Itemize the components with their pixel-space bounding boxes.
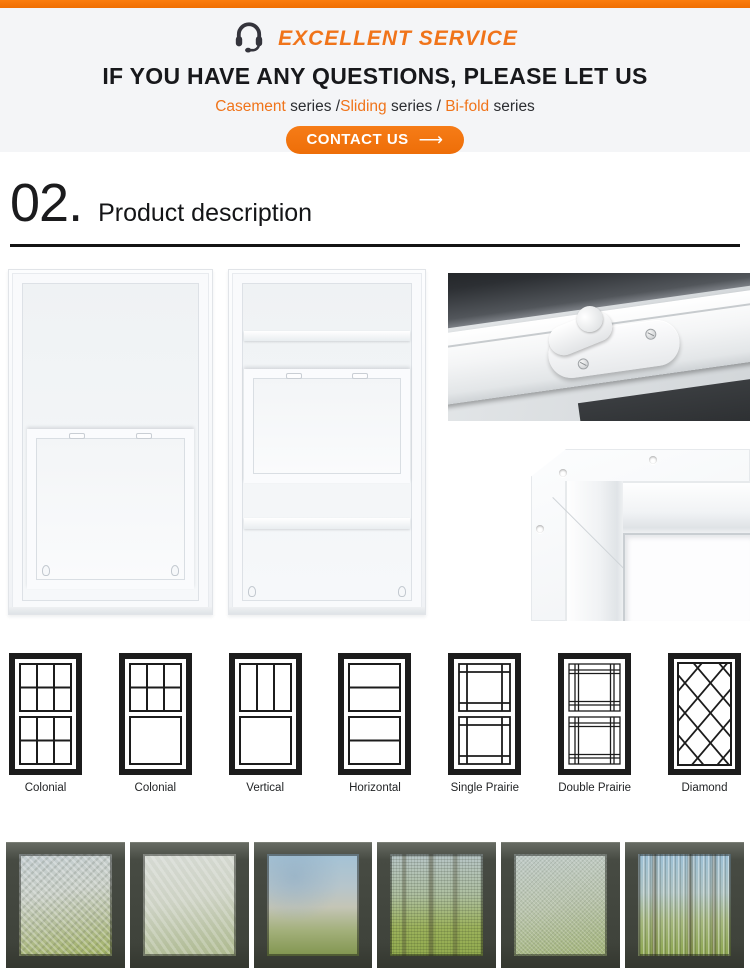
- series-casement: Casement: [215, 98, 286, 115]
- grid-style-label: Double Prairie: [558, 782, 632, 794]
- grid-style-label: Colonial: [24, 782, 67, 794]
- grid-style-horizontal: [338, 653, 411, 794]
- grid-style-label: Single Prairie: [450, 782, 520, 794]
- grid-style-colonial-1: [9, 653, 82, 794]
- sash-lock-handle: [544, 308, 616, 361]
- glass-pane: [267, 854, 360, 956]
- section-heading: [10, 173, 740, 233]
- section-title: Product description: [98, 199, 313, 227]
- grid-style-label: Vertical: [246, 782, 285, 794]
- grid-style-label: Colonial: [134, 782, 177, 794]
- window-lower-sash-raised: [244, 369, 410, 483]
- diamond-grid-icon: [668, 653, 741, 775]
- service-label: EXCELLENT SERVICE: [278, 27, 518, 50]
- glass-sample-blurred: [254, 842, 373, 968]
- contact-us-button[interactable]: [286, 126, 463, 154]
- colonial-top-grid-icon: [119, 653, 192, 775]
- series-sep-3: series: [489, 98, 535, 115]
- screw-hole-icon: [649, 456, 657, 464]
- screw-icon: [577, 358, 589, 370]
- finger-lift-icon: [42, 565, 50, 576]
- grid-style-vertical: [229, 653, 302, 794]
- single-prairie-grid-icon: [448, 653, 521, 775]
- upper-sash-rail: [244, 331, 410, 341]
- glass-sample-frosted: [130, 842, 249, 968]
- section-number: 02.: [10, 173, 83, 233]
- window-bottom-sash: [27, 429, 194, 589]
- photo-window-open: [228, 269, 426, 615]
- glass-pane: [143, 854, 236, 956]
- series-sep-1: series /: [285, 98, 341, 115]
- tilt-latch-icon: [286, 373, 302, 379]
- colonial-grid-icon: [9, 653, 82, 775]
- finger-lift-icon: [398, 586, 406, 597]
- screw-hole-icon: [536, 525, 544, 533]
- glass-pane: [514, 854, 607, 956]
- tilt-latch-icon: [69, 433, 85, 439]
- hero-banner: [0, 8, 750, 152]
- grid-style-label: Diamond: [681, 782, 728, 794]
- finger-lift-icon: [171, 565, 179, 576]
- contact-us-label: CONTACT US: [306, 131, 409, 148]
- frame-opening: [623, 533, 750, 621]
- window-frame: [13, 274, 208, 610]
- window-frame: [233, 274, 421, 610]
- photo-lock-closeup: [448, 273, 750, 421]
- glass-sample-screen: [377, 842, 496, 968]
- service-row: [0, 20, 750, 58]
- grid-style-label: Horizontal: [349, 782, 401, 794]
- screw-hole-icon: [559, 469, 567, 477]
- series-sep-2: series /: [386, 98, 446, 115]
- window-sill: [9, 607, 212, 614]
- tilt-latch-icon: [136, 433, 152, 439]
- grid-style-row: [0, 653, 750, 794]
- series-sliding: Sliding: [340, 98, 387, 115]
- section-divider: [10, 244, 740, 247]
- vertical-grid-icon: [229, 653, 302, 775]
- window-sill: [229, 607, 425, 614]
- horizontal-grid-icon: [338, 653, 411, 775]
- grid-style-colonial-2: [119, 653, 192, 794]
- grid-style-diamond: [668, 653, 741, 794]
- product-photos: [0, 269, 750, 623]
- glass-sample-reeded: [625, 842, 744, 968]
- glass-pane: [390, 854, 483, 956]
- double-prairie-grid-icon: [558, 653, 631, 775]
- series-line: [0, 98, 750, 116]
- top-accent-bar: [0, 0, 750, 8]
- photo-frame-corner: [495, 439, 750, 621]
- right-arrow-icon: ⟶: [418, 130, 444, 149]
- glass-pane: [638, 854, 731, 956]
- glass-sample-patterned: [501, 842, 620, 968]
- photo-window-closed: [8, 269, 213, 615]
- frame-jamb-left: [565, 481, 623, 621]
- glass-pane: [19, 854, 112, 956]
- glass-sample-row: [0, 842, 750, 968]
- glass-sample-obscure: [6, 842, 125, 968]
- lower-sash-bottom-rail: [244, 518, 410, 529]
- headset-icon: [232, 20, 266, 59]
- series-bifold: Bi-fold: [445, 98, 490, 115]
- finger-lift-icon: [248, 586, 256, 597]
- screw-icon: [644, 328, 656, 340]
- hero-headline: IF YOU HAVE ANY QUESTIONS, PLEASE LET US: [102, 63, 648, 89]
- grid-style-double-prairie: [558, 653, 631, 794]
- tilt-latch-icon: [352, 373, 368, 379]
- frame-jamb: [565, 481, 750, 621]
- grid-style-single-prairie: [448, 653, 521, 794]
